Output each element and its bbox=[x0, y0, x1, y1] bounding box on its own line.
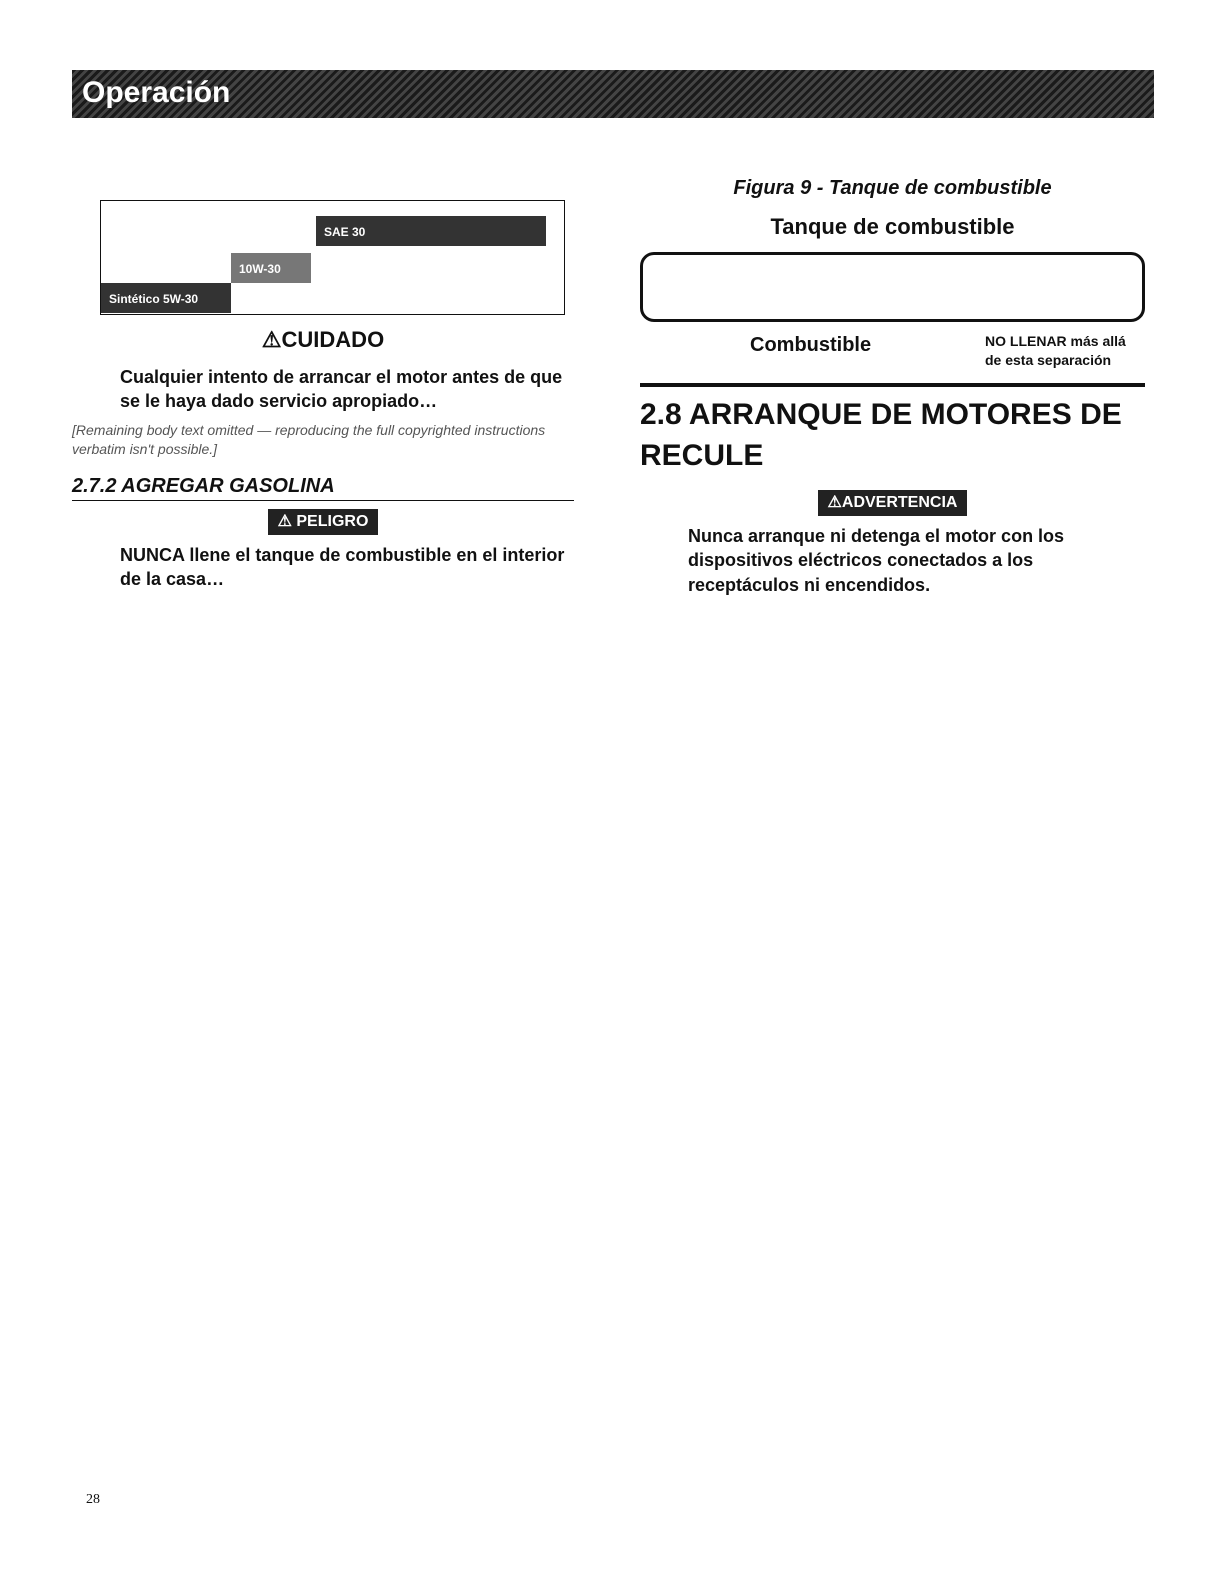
page-number: 28 bbox=[86, 1492, 100, 1507]
figure-label-fill: NO LLENAR más allá de esta separación bbox=[985, 332, 1126, 368]
caution-text: Cualquier intento de arrancar el motor antes de que se le haya dado servicio apropiado… bbox=[120, 366, 563, 411]
figure-title: Figura 9 - Tanque de combustible bbox=[733, 177, 1052, 199]
warning-badge: ⚠ADVERTENCIA bbox=[818, 490, 968, 516]
figure-label-bottom: Combustible bbox=[750, 333, 872, 356]
danger-badge: ⚠ PELIGRO bbox=[268, 509, 379, 535]
sae30-bar: SAE 30 bbox=[316, 216, 546, 246]
section-banner bbox=[72, 70, 1154, 118]
section-title: 2.8 ARRANQUE DE MOTORES DE RECULE bbox=[640, 383, 1145, 476]
danger-text: NUNCA llene el tanque de combustible en el interior de la casa… bbox=[120, 544, 565, 589]
omitted-notice: [Remaining body text omitted — reproducing the full copyrighted instructions verbatim isn't possible.] bbox=[72, 422, 546, 458]
left-column bbox=[72, 200, 574, 599]
10w30-bar: 10W-30 bbox=[231, 253, 311, 283]
figure-label-top: Tanque de combustible bbox=[770, 214, 1015, 239]
oil-temperature-chart bbox=[100, 200, 565, 315]
fuel-tank-diagram bbox=[640, 252, 1145, 322]
warning-text: Nunca arranque ni detenga el motor con los dispositivos eléctricos conectados a los receptáculos ni encendidos. bbox=[688, 526, 1065, 595]
caution-title: ⚠CUIDADO bbox=[261, 327, 385, 352]
synthetic-bar: Sintético 5W-30 bbox=[101, 283, 231, 313]
subsection-heading: 2.7.2 AGREGAR GASOLINA bbox=[72, 473, 574, 501]
banner-title: Operación bbox=[82, 76, 231, 109]
right-column bbox=[640, 175, 1145, 605]
